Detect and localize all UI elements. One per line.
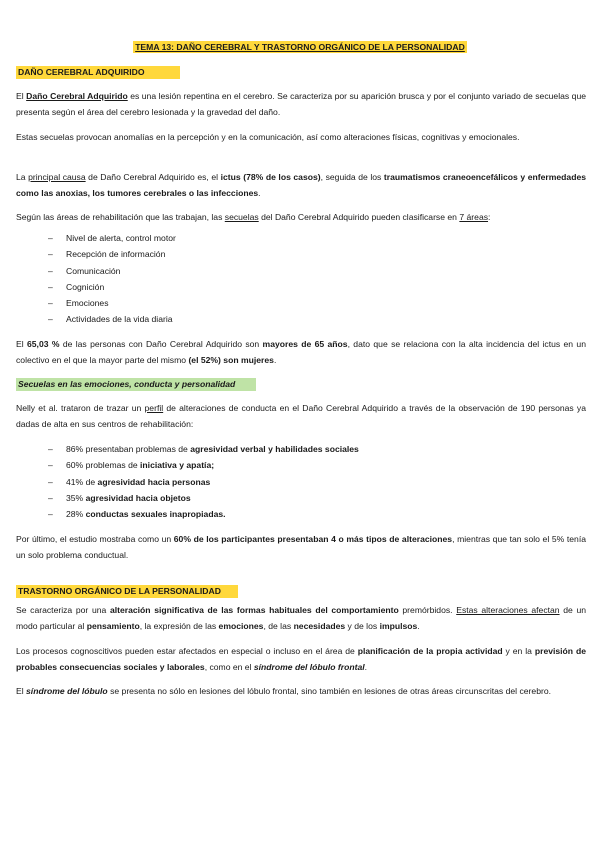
paragraph-causas: La principal causa de Daño Cerebral Adquirido es, el ictus (78% de los casos), seguida de los traumatismos craneoencefálicos y enfermedades como las anoxias, los tumores cerebrales o las infecciones. [16,172,586,198]
paragraph-secuelas: Estas secuelas provocan anomalías en la percepción y en la comunicación, así como alteraciones físicas, cognitivas y emocionales. [16,132,520,142]
list-item: – Cognición [48,279,176,295]
heading-secuelas-emociones: Secuelas en las emociones, conducta y personalidad [16,378,256,391]
paragraph-caracteristicas: Se caracteriza por una alteración significativa de las formas habituales del comportamiento premórbidos. Estas alteraciones afectan de un modo particular al pensamiento, la expresión de las emociones, de las necesidades y de los impulsos. [16,605,587,631]
list-item: – Recepción de información [48,246,176,262]
list-item: – Emociones [48,295,176,311]
alteraciones-list [48,441,359,522]
list-item: – Comunicación [48,263,176,279]
list-item: – 35% agresividad hacia objetos [48,490,359,506]
heading-trastorno-organico: TRASTORNO ORGÁNICO DE LA PERSONALIDAD [16,585,238,598]
paragraph-conclusion: Por último, el estudio mostraba como un 60% de los participantes presentaban 4 o más tipos de alteraciones, mientras que tan solo el 5% tenía un solo problema conductual. [16,534,586,560]
list-item: – 60% problemas de iniciativa y apatía; [48,457,359,473]
paragraph-sindrome: El síndrome del lóbulo se presenta no sólo en lesiones del lóbulo frontal, sino también en lesiones de otras áreas circunscritas del cerebro. [16,686,551,696]
paragraph-nelly: Nelly et al. trataron de trazar un perfil de alteraciones de conducta en el Daño Cerebral Adquirido a través de la observación de 190 personas ya dadas de alta en sus centros de rehabilitación: [16,403,586,429]
paragraph-areas: Según las áreas de rehabilitación que las trabajan, las secuelas del Daño Cerebral Adquirido pueden clasificarse en 7 áreas: [16,212,491,222]
list-item: – 86% presentaban problemas de agresividad verbal y habilidades sociales [48,441,359,457]
heading-dano-cerebral: DAÑO CEREBRAL ADQUIRIDO [16,66,180,79]
list-item: – 28% conductas sexuales inapropiadas. [48,506,359,522]
paragraph-cognoscitivos: Los procesos cognoscitivos pueden estar afectados en especial o incluso en el área de planificación de la propia actividad y en la previsión de probables consecuencias sociales y laborales, como en el síndrome del lóbulo frontal. [16,646,586,672]
document-title: TEMA 13: DAÑO CEREBRAL Y TRASTORNO ORGÁNICO DE LA PERSONALIDAD [135,42,465,52]
paragraph-definicion: El Daño Cerebral Adquirido es una lesión repentina en el cerebro. Se caracteriza por su aparición brusca y por el conjunto variado de secuelas que presenta según el área del cerebro lesionada y la gravedad del daño. [16,91,587,117]
list-item: – 41% de agresividad hacia personas [48,474,359,490]
areas-list [48,230,176,328]
list-item: – Nivel de alerta, control motor [48,230,176,246]
paragraph-estadisticas: El 65,03 % de las personas con Daño Cerebral Adquirido son mayores de 65 años, dato que se relaciona con la alta incidencia del ictus en un colectivo en el que la mayor parte del mismo (el 52%) son mujeres. [16,339,586,365]
list-item: – Actividades de la vida diaria [48,311,176,327]
